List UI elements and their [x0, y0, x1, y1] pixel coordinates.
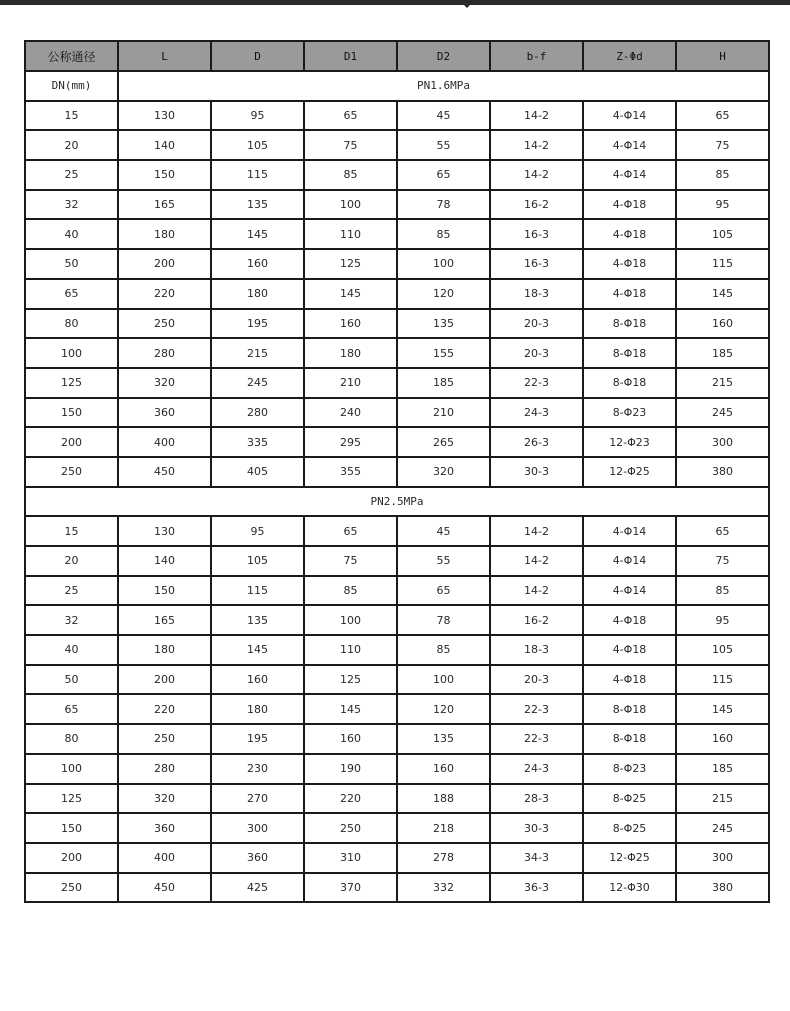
table-cell: 8-Φ25 — [583, 784, 676, 814]
table-cell: 16-3 — [490, 249, 583, 279]
table-cell: 150 — [118, 160, 211, 190]
table-cell: 295 — [304, 427, 397, 457]
table-row — [25, 576, 769, 606]
table-cell: 278 — [397, 843, 490, 873]
table-cell: 105 — [676, 635, 769, 665]
table-cell: 210 — [304, 368, 397, 398]
table-cell: 32 — [25, 190, 118, 220]
table-cell: 180 — [211, 279, 304, 309]
table-cell: 150 — [118, 576, 211, 606]
table-cell: 125 — [304, 665, 397, 695]
table-cell: 15 — [25, 101, 118, 131]
table-cell: 425 — [211, 873, 304, 903]
table-cell: 20-3 — [490, 309, 583, 339]
table-row — [25, 873, 769, 903]
table-cell: 280 — [118, 754, 211, 784]
table-cell: 65 — [397, 160, 490, 190]
table-cell: 50 — [25, 249, 118, 279]
table-cell: 100 — [304, 605, 397, 635]
table-cell: 16-3 — [490, 219, 583, 249]
pressure-row — [25, 71, 769, 101]
table-row — [25, 813, 769, 843]
table-cell: 110 — [304, 219, 397, 249]
table-cell: 8-Φ23 — [583, 398, 676, 428]
table-cell: 120 — [397, 694, 490, 724]
table-cell: 65 — [397, 576, 490, 606]
table-cell: 135 — [397, 309, 490, 339]
table-cell: 25 — [25, 160, 118, 190]
pressure-label: PN1.6MPa — [118, 71, 769, 101]
table-cell: 332 — [397, 873, 490, 903]
table-cell: 195 — [211, 724, 304, 754]
table-cell: 218 — [397, 813, 490, 843]
table-cell: 65 — [25, 694, 118, 724]
header-cell-h: H — [676, 41, 769, 71]
table-cell: 245 — [676, 398, 769, 428]
table-cell: 450 — [118, 873, 211, 903]
table-row — [25, 546, 769, 576]
table-cell: 220 — [304, 784, 397, 814]
table-cell: 215 — [676, 368, 769, 398]
table-cell: 4-Φ14 — [583, 576, 676, 606]
header-row — [25, 41, 769, 71]
table-cell: 16-2 — [490, 605, 583, 635]
table-row — [25, 279, 769, 309]
table-cell: 4-Φ18 — [583, 665, 676, 695]
table-cell: 185 — [397, 368, 490, 398]
top-bar-notch-icon — [463, 4, 471, 8]
table-row — [25, 427, 769, 457]
table-row — [25, 130, 769, 160]
table-row — [25, 665, 769, 695]
table-cell: 360 — [118, 398, 211, 428]
table-cell: 160 — [304, 309, 397, 339]
table-row — [25, 694, 769, 724]
table-cell: 135 — [211, 190, 304, 220]
table-cell: 165 — [118, 605, 211, 635]
table-row — [25, 101, 769, 131]
table-cell: 185 — [676, 754, 769, 784]
table-row — [25, 754, 769, 784]
header-cell-z-phi-d: Z-Φd — [583, 41, 676, 71]
table-cell: 320 — [118, 784, 211, 814]
table-cell: 80 — [25, 724, 118, 754]
table-row — [25, 516, 769, 546]
table-cell: 85 — [676, 576, 769, 606]
table-cell: 14-2 — [490, 101, 583, 131]
table-cell: 20 — [25, 546, 118, 576]
table-cell: 4-Φ18 — [583, 190, 676, 220]
table-cell: 100 — [397, 249, 490, 279]
table-cell: 135 — [397, 724, 490, 754]
table-cell: 300 — [211, 813, 304, 843]
table-cell: 18-3 — [490, 635, 583, 665]
table-cell: 8-Φ18 — [583, 694, 676, 724]
table-cell: 195 — [211, 309, 304, 339]
table-cell: 75 — [304, 130, 397, 160]
table-cell: 4-Φ14 — [583, 546, 676, 576]
table-cell: 160 — [211, 249, 304, 279]
header-cell-nominal-diameter: 公称通径 — [25, 41, 118, 71]
table-cell: 12-Φ23 — [583, 427, 676, 457]
table-cell: 8-Φ18 — [583, 338, 676, 368]
table-cell: 200 — [118, 665, 211, 695]
table-row — [25, 605, 769, 635]
table-cell: 180 — [304, 338, 397, 368]
table-row — [25, 338, 769, 368]
table-cell: 250 — [25, 873, 118, 903]
table-cell: 36-3 — [490, 873, 583, 903]
table-row — [25, 249, 769, 279]
table-cell: 300 — [676, 843, 769, 873]
table-cell: 28-3 — [490, 784, 583, 814]
table-cell: 130 — [118, 101, 211, 131]
pressure-row — [25, 487, 769, 517]
table-cell: 4-Φ14 — [583, 101, 676, 131]
table-cell: 22-3 — [490, 724, 583, 754]
table-cell: 75 — [304, 546, 397, 576]
table-cell: 110 — [304, 635, 397, 665]
table-cell: 160 — [304, 724, 397, 754]
table-cell: 160 — [211, 665, 304, 695]
table-cell: 105 — [211, 546, 304, 576]
table-cell: 20-3 — [490, 665, 583, 695]
table-cell: 220 — [118, 694, 211, 724]
table-cell: 8-Φ23 — [583, 754, 676, 784]
table-cell: 200 — [118, 249, 211, 279]
table-cell: 140 — [118, 546, 211, 576]
table-cell: 100 — [25, 338, 118, 368]
table-cell: 200 — [25, 427, 118, 457]
header-cell-d2: D2 — [397, 41, 490, 71]
table-cell: 65 — [676, 516, 769, 546]
header-cell-d: D — [211, 41, 304, 71]
table-cell: 105 — [676, 219, 769, 249]
table-cell: 165 — [118, 190, 211, 220]
header-cell-d1: D1 — [304, 41, 397, 71]
table-cell: 4-Φ18 — [583, 279, 676, 309]
table-cell: 270 — [211, 784, 304, 814]
table-cell: 16-2 — [490, 190, 583, 220]
table-cell: 140 — [118, 130, 211, 160]
flange-dimension-table — [24, 40, 770, 903]
table-cell: 125 — [304, 249, 397, 279]
table-cell: 300 — [676, 427, 769, 457]
table-cell: 320 — [118, 368, 211, 398]
table-row — [25, 843, 769, 873]
table-cell: 15 — [25, 516, 118, 546]
table-cell: 120 — [397, 279, 490, 309]
table-cell: 360 — [211, 843, 304, 873]
table-row — [25, 724, 769, 754]
table-cell: 145 — [211, 635, 304, 665]
table-cell: 185 — [676, 338, 769, 368]
table-cell: 100 — [397, 665, 490, 695]
table-cell: 245 — [676, 813, 769, 843]
table-cell: 18-3 — [490, 279, 583, 309]
table-cell: 145 — [676, 279, 769, 309]
table-cell: 115 — [211, 576, 304, 606]
table-cell: 4-Φ14 — [583, 516, 676, 546]
table-cell: 78 — [397, 190, 490, 220]
table-cell: 180 — [211, 694, 304, 724]
table-cell: 380 — [676, 457, 769, 487]
table-cell: 145 — [676, 694, 769, 724]
table-cell: 14-2 — [490, 160, 583, 190]
table-cell: 125 — [25, 784, 118, 814]
table-cell: 85 — [397, 635, 490, 665]
table-cell: 4-Φ18 — [583, 219, 676, 249]
table-cell: 95 — [211, 516, 304, 546]
table-cell: 45 — [397, 101, 490, 131]
table-cell: 100 — [25, 754, 118, 784]
table-cell: 4-Φ14 — [583, 160, 676, 190]
table-cell: 14-2 — [490, 516, 583, 546]
table-cell: 280 — [211, 398, 304, 428]
table-row — [25, 784, 769, 814]
table-cell: 40 — [25, 635, 118, 665]
table-cell: 50 — [25, 665, 118, 695]
table-row — [25, 309, 769, 339]
table-cell: 12-Φ25 — [583, 457, 676, 487]
table-cell: 150 — [25, 813, 118, 843]
pressure-label: PN2.5MPa — [25, 487, 769, 517]
table-cell: 32 — [25, 605, 118, 635]
table-cell: 40 — [25, 219, 118, 249]
table-cell: 85 — [304, 160, 397, 190]
table-cell: 250 — [118, 309, 211, 339]
table-cell: 26-3 — [490, 427, 583, 457]
table-cell: 55 — [397, 546, 490, 576]
table-row — [25, 457, 769, 487]
table-cell: 210 — [397, 398, 490, 428]
table-cell: 160 — [676, 724, 769, 754]
table-cell: 45 — [397, 516, 490, 546]
table-cell: 180 — [118, 635, 211, 665]
table-cell: 135 — [211, 605, 304, 635]
table-cell: 24-3 — [490, 398, 583, 428]
table-cell: 8-Φ18 — [583, 724, 676, 754]
table-cell: 8-Φ25 — [583, 813, 676, 843]
table-cell: 215 — [211, 338, 304, 368]
table-cell: 105 — [211, 130, 304, 160]
table-cell: 155 — [397, 338, 490, 368]
table-cell: 95 — [211, 101, 304, 131]
table-cell: 380 — [676, 873, 769, 903]
table-cell: 14-2 — [490, 130, 583, 160]
table-cell: 55 — [397, 130, 490, 160]
table-cell: 335 — [211, 427, 304, 457]
table-cell: 280 — [118, 338, 211, 368]
table-cell: 30-3 — [490, 813, 583, 843]
table-cell: 265 — [397, 427, 490, 457]
table-cell: 355 — [304, 457, 397, 487]
header-cell-b-f: b-f — [490, 41, 583, 71]
table-cell: 250 — [304, 813, 397, 843]
table-row — [25, 160, 769, 190]
table-cell: 65 — [304, 516, 397, 546]
table-cell: 405 — [211, 457, 304, 487]
table-cell: 22-3 — [490, 694, 583, 724]
table-cell: 85 — [676, 160, 769, 190]
table-cell: 75 — [676, 546, 769, 576]
table-cell: 24-3 — [490, 754, 583, 784]
table-cell: 65 — [25, 279, 118, 309]
table-cell: 125 — [25, 368, 118, 398]
table-cell: 25 — [25, 576, 118, 606]
table-cell: 115 — [211, 160, 304, 190]
table-cell: 85 — [304, 576, 397, 606]
table-row — [25, 190, 769, 220]
table-cell: 145 — [304, 694, 397, 724]
table-cell: 320 — [397, 457, 490, 487]
table-cell: 188 — [397, 784, 490, 814]
table-row — [25, 368, 769, 398]
table-cell: 12-Φ25 — [583, 843, 676, 873]
table-cell: 150 — [25, 398, 118, 428]
table-row — [25, 219, 769, 249]
top-bar — [0, 0, 790, 5]
table-cell: 145 — [211, 219, 304, 249]
table-cell: 230 — [211, 754, 304, 784]
table-cell: 220 — [118, 279, 211, 309]
table-cell: 370 — [304, 873, 397, 903]
table-cell: 20-3 — [490, 338, 583, 368]
table-cell: 160 — [397, 754, 490, 784]
table-cell: 14-2 — [490, 576, 583, 606]
table-cell: 310 — [304, 843, 397, 873]
table-cell: 30-3 — [490, 457, 583, 487]
table-cell: 240 — [304, 398, 397, 428]
table-row — [25, 635, 769, 665]
table-cell: 115 — [676, 249, 769, 279]
table-cell: 190 — [304, 754, 397, 784]
table-cell: 4-Φ18 — [583, 249, 676, 279]
table-cell: 115 — [676, 665, 769, 695]
table-cell: 145 — [304, 279, 397, 309]
table-cell: 160 — [676, 309, 769, 339]
table-cell: 80 — [25, 309, 118, 339]
table-row — [25, 398, 769, 428]
table-cell: 215 — [676, 784, 769, 814]
table-cell: 8-Φ18 — [583, 368, 676, 398]
table-cell: 65 — [304, 101, 397, 131]
table-cell: 180 — [118, 219, 211, 249]
table-cell: 78 — [397, 605, 490, 635]
table-cell: 4-Φ18 — [583, 635, 676, 665]
table-cell: 8-Φ18 — [583, 309, 676, 339]
table-cell: 85 — [397, 219, 490, 249]
table-cell: 95 — [676, 190, 769, 220]
table-body — [25, 71, 769, 902]
table-cell: 4-Φ14 — [583, 130, 676, 160]
table-cell: 14-2 — [490, 546, 583, 576]
table-cell: 20 — [25, 130, 118, 160]
table-cell: 400 — [118, 843, 211, 873]
table-cell: 130 — [118, 516, 211, 546]
table-cell: 22-3 — [490, 368, 583, 398]
table-cell: 65 — [676, 101, 769, 131]
table-cell: 250 — [25, 457, 118, 487]
table-cell: 75 — [676, 130, 769, 160]
table-cell: 360 — [118, 813, 211, 843]
table-cell: 245 — [211, 368, 304, 398]
table-cell: 400 — [118, 427, 211, 457]
table-cell: 200 — [25, 843, 118, 873]
header-cell-l: L — [118, 41, 211, 71]
table-cell: 34-3 — [490, 843, 583, 873]
unit-label: DN(mm) — [25, 71, 118, 101]
table-cell: 4-Φ18 — [583, 605, 676, 635]
table-cell: 95 — [676, 605, 769, 635]
table-cell: 12-Φ30 — [583, 873, 676, 903]
table-cell: 100 — [304, 190, 397, 220]
table-cell: 450 — [118, 457, 211, 487]
table-cell: 250 — [118, 724, 211, 754]
